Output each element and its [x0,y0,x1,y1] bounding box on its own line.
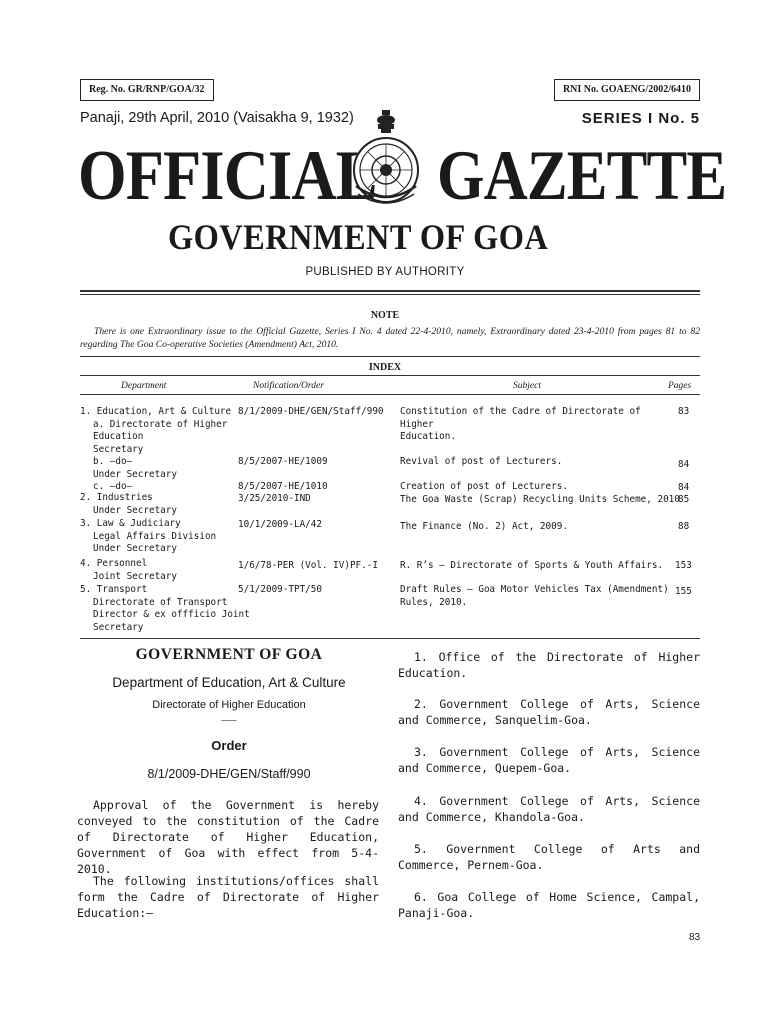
table-row [80,406,240,456]
notification-cell: 8/1/2009-DHE/GEN/Staff/990 [238,406,384,417]
page-cell: 84 [678,482,690,493]
order-paragraph-2: The following institutions/offices shall form the Cadre of Directorate of Higher Education:— [77,874,379,920]
dept-line: Directorate of Transport [93,596,228,608]
notification-cell: 3/25/2010-IND [238,493,311,504]
dept-line: Joint Secretary [93,570,177,582]
dept-line: Secretary [93,621,144,633]
col-header-pages: Pages [668,381,692,391]
section-heading: GOVERNMENT OF GOA [135,646,323,663]
rule [80,356,700,357]
dept-line: b. —do— [93,456,133,467]
dept-line: Under Secretary [93,468,177,480]
table-row [80,492,177,517]
rule [80,375,700,376]
dept-line: 5. Transport [80,584,148,595]
subject-cell: R. R’s – Directorate of Sports & Youth Affairs. [400,560,664,571]
page-cell: 153 [675,560,692,571]
page-cell: 83 [678,406,690,417]
title-gazette: GAZETTE [437,137,727,215]
table-row [93,456,177,481]
subject-cell: Revival of post of Lecturers. [400,456,563,467]
notification-cell: 1/6/78-PER (Vol. IV)PF.-I [238,560,378,571]
subject-cell: The Finance (No. 2) Act, 2009. [400,521,568,532]
subject-line: Constitution of the Cadre of Directorate of Higher [400,406,641,430]
col-header-department: Department [121,381,167,391]
notification-cell: 10/1/2009-LA/42 [238,519,322,530]
notification-cell: 8/5/2007-HE/1010 [238,481,328,492]
subject-cell [400,584,670,609]
directorate-name: Directorate of Higher Education [152,699,306,711]
rni-no: RNI No. GOAENG/2002/6410 [562,84,691,95]
index-heading: INDEX [368,362,402,373]
rule [80,638,700,639]
dept-line: Director & ex offficio Joint [93,609,250,620]
institution-item: 3. Government College of Arts, Science and Commerce, Quepem-Goa. [398,745,700,775]
divider: ___ [221,711,237,722]
dept-line: Under Secretary [93,543,177,554]
subject-line: Rules, 2010. [400,596,468,608]
date-line: Panaji, 29th April, 2010 (Vaisakha 9, 1932) [80,110,354,126]
subject-cell: Creation of post of Lecturers. [400,481,568,492]
subject-line: Education. [400,431,456,442]
dept-line: Under Secretary [93,504,177,516]
note-text: There is one Extraordinary issue to the Official Gazette, Series I No. 4 dated 22-4-2010, namely, Extraordinary dated 23-4-2010 from pages 81 to 82 regarding The Goa Co-operative Societies (Amendment) Act, 2010. [80,326,700,350]
page-cell: 85 [678,494,690,505]
table-row [80,518,216,556]
goa-emblem-icon [338,108,434,212]
notification-cell: 5/1/2009-TPT/50 [238,584,322,595]
dept-line: 2. Industries [80,492,153,503]
rni-no-box [554,79,700,101]
col-header-notification: Notification/Order [253,381,324,391]
order-paragraph-1: Approval of the Government is hereby conveyed to the constitution of the Cadre of Directorate of Higher Education, Government of Goa with effect from 5-4-2010. [77,798,379,876]
rule [80,394,700,395]
dept-line: Secretary [93,443,144,455]
page-cell: 88 [678,521,690,532]
subtitle: GOVERNMENT OF GOA [168,217,549,257]
table-row: c. —do— [93,481,133,492]
published-by-authority: PUBLISHED BY AUTHORITY [305,266,465,278]
page-number: 83 [689,932,701,943]
institution-item: 5. Government College of Arts and Commerce, Pernem-Goa. [398,842,700,872]
subject-cell [400,406,668,444]
series-number: SERIES I No. 5 [581,110,700,127]
rule [80,294,700,295]
table-row [80,584,250,634]
dept-line: 1. Education, Art & Culture [80,406,232,417]
dept-line: Education [93,431,144,442]
reg-no: Reg. No. GR/RNP/GOA/32 [89,84,205,95]
department-name: Department of Education, Art & Culture [112,675,346,690]
institution-item: 6. Goa College of Home Science, Campal, Panaji-Goa. [398,890,700,920]
order-number: 8/1/2009-DHE/GEN/Staff/990 [147,767,311,781]
page-cell: 84 [678,459,690,470]
note-heading: NOTE [370,310,400,321]
institution-item: 1. Office of the Directorate of Higher Education. [398,650,700,680]
table-row [80,558,177,583]
dept-line: a. Directorate of Higher [93,418,228,430]
page-cell: 155 [675,586,692,597]
institution-item: 4. Government College of Arts, Science and Commerce, Khandola-Goa. [398,794,700,824]
dept-line: 3. Law & Judiciary [80,518,181,529]
reg-no-box [80,79,214,101]
title-official: OFFICIAL [78,137,377,215]
dept-line: Legal Affairs Division [93,530,217,542]
col-header-subject: Subject [513,381,541,391]
subject-line: Draft Rules – Goa Motor Vehicles Tax (Amendment) [400,584,669,595]
institution-item: 2. Government College of Arts, Science and Commerce, Sanquelim-Goa. [398,697,700,727]
subject-cell: The Goa Waste (Scrap) Recycling Units Scheme, 2010 [400,494,680,505]
rule [80,290,700,292]
notification-cell: 8/5/2007-HE/1009 [238,456,328,467]
dept-line: 4. Personnel [80,558,148,569]
order-title: Order [211,738,247,753]
